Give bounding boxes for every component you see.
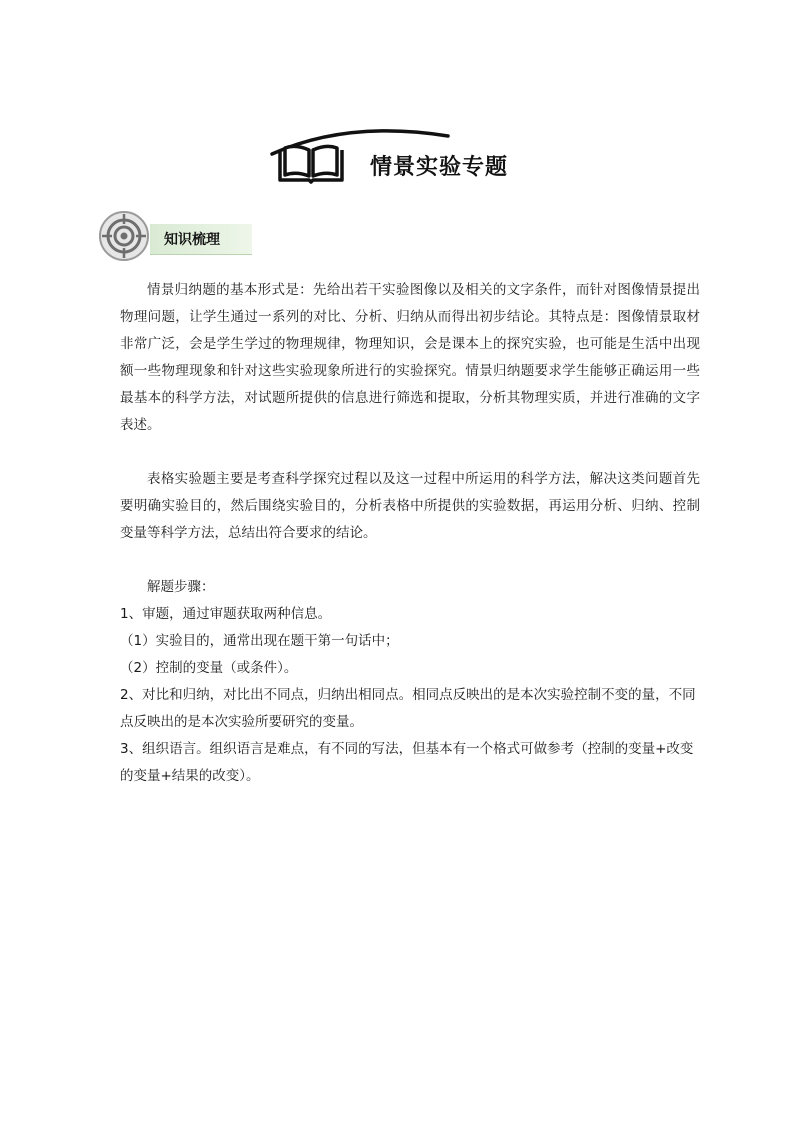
spacer xyxy=(120,547,700,574)
section-label-box xyxy=(150,224,252,255)
step-2: 2、对比和归纳，对比出不同点，归纳出相同点。相同点反映出的是本次实验控制不变的量，不同点反映出的是本次实验所要研究的变量。 xyxy=(120,687,696,730)
steps-title: 解题步骤： xyxy=(147,579,215,595)
paragraph-table-experiment: 表格实验题主要是考查科学探究过程以及这一过程中所运用的科学方法，解决这类问题首先要明确实验目的，然后围绕实验目的，分析表格中所提供的实验数据，再运用分析、归纳、控制变量等科学方法，总结出符合要求的结论。 xyxy=(120,471,700,541)
paragraph-intro: 情景归纳题的基本形式是：先给出若干实验图像以及相关的文字条件，而针对图像情景提出物理问题，让学生通过一系列的对比、分析、归纳从而得出初步结论。其特点是：图像情景取材非常广泛，会是学生学过的物理规律，物理知识，会是课本上的探究实验，也可能是生活中出现额一些物理现象和针对这些实验现象所进行的实验探究。情景归纳题要求学生能够正确运用一些最基本的科学方法，对试题所提供的信息进行筛选和提取，分析其物理实质，并进行准确的文字表述。 xyxy=(120,282,700,433)
section-label: 知识梳理 xyxy=(164,232,220,248)
step-1: 1、审题，通过审题获取两种信息。 xyxy=(120,606,332,622)
section-header xyxy=(96,210,260,262)
target-icon xyxy=(96,210,152,262)
spacer xyxy=(120,439,700,466)
step-1-sub-1: （1）实验目的，通常出现在题干第一句话中； xyxy=(120,633,399,649)
title-block xyxy=(268,126,528,190)
page-title: 情景实验专题 xyxy=(370,155,509,180)
step-1-sub-2: （2）控制的变量（或条件）。 xyxy=(120,660,298,676)
open-book-icon xyxy=(276,144,346,184)
step-3: 3、组织语言。组织语言是难点，有不同的写法，但基本有一个格式可做参考（控制的变量+改变的变量+结果的改变）。 xyxy=(120,741,694,784)
content-body xyxy=(120,277,700,790)
